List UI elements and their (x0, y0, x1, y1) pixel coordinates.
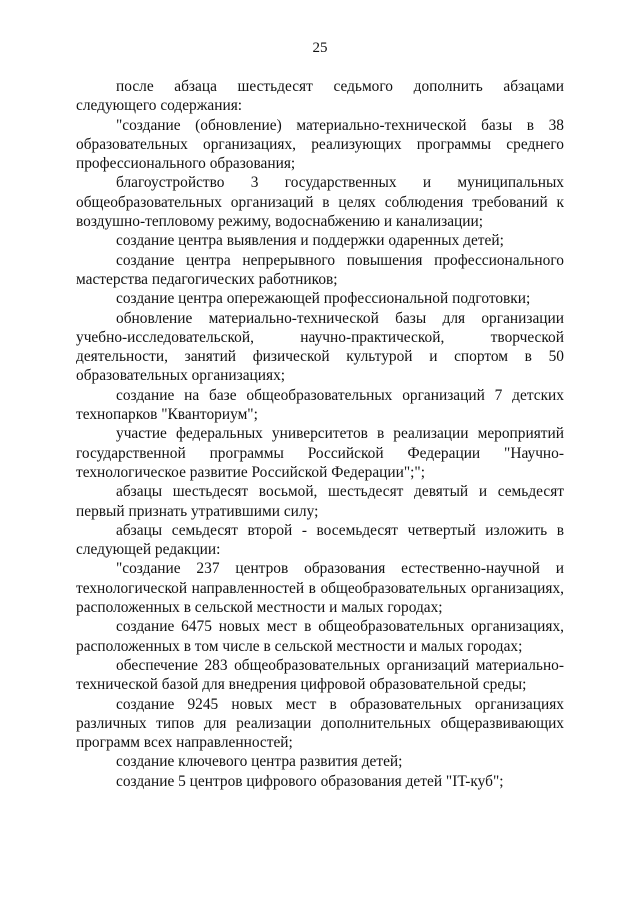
paragraph: создание центра опережающей профессиональной подготовки; (116, 290, 531, 308)
paragraph: обеспечение 283 общеобразовательных организаций материально-технической базой для внедрения цифровой образовательной среды; (76, 656, 564, 694)
paragraph: обновление материально-технической базы для организации учебно-исследовательской, научно-практической, творческой деятельности, занятий физической культурой и спортом в 50 образовательных организациях; (76, 309, 564, 385)
document-body (76, 77, 564, 791)
page-number: 25 (312, 40, 328, 56)
paragraph: создание 9245 новых мест в образовательных организациях различных типов для реализации дополнительных общеразвивающих программ всех направленностей; (76, 695, 564, 752)
paragraph: создание 6475 новых мест в общеобразовательных организациях, расположенных в том числе в сельской местности и малых городах; (76, 618, 564, 655)
paragraph: создание 5 центров цифрового образования детей "IT-куб"; (116, 772, 504, 790)
paragraph: участие федеральных университетов в реализации мероприятий государственной программы Российской Федерации "Научно-технологическое развитие Российской Федерации";"; (76, 425, 564, 481)
paragraph: после абзаца шестьдесят седьмого дополнить абзацами следующего содержания: (76, 78, 564, 115)
paragraph: создание на базе общеобразовательных организаций 7 детских технопарков "Кванториум"; (76, 386, 564, 424)
paragraph: создание центра непрерывного повышения профессионального мастерства педагогических работников; (76, 251, 564, 288)
paragraph: благоустройство 3 государственных и муниципальных общеобразовательных организаций в целях соблюдения требований к воздушно-тепловому режиму, водоснабжению и канализации; (76, 174, 564, 231)
paragraph: абзацы семьдесят второй - восемьдесят четвертый изложить в следующей редакции: (76, 521, 564, 559)
paragraph: абзацы шестьдесят восьмой, шестьдесят девятый и семьдесят первый признать утратившими силу; (76, 483, 564, 520)
paragraph: создание центра выявления и поддержки одаренных детей; (116, 232, 504, 250)
paragraph: "создание (обновление) материально-технической базы в 38 образовательных организациях, реализующих программы среднего профессионального образования; (76, 116, 564, 173)
paragraph: "создание 237 центров образования естественно-научной и технологической направленностей в общеобразовательных организациях, расположенных в сельской местности и малых городах; (76, 560, 564, 617)
paragraph: создание ключевого центра развития детей; (116, 753, 403, 771)
